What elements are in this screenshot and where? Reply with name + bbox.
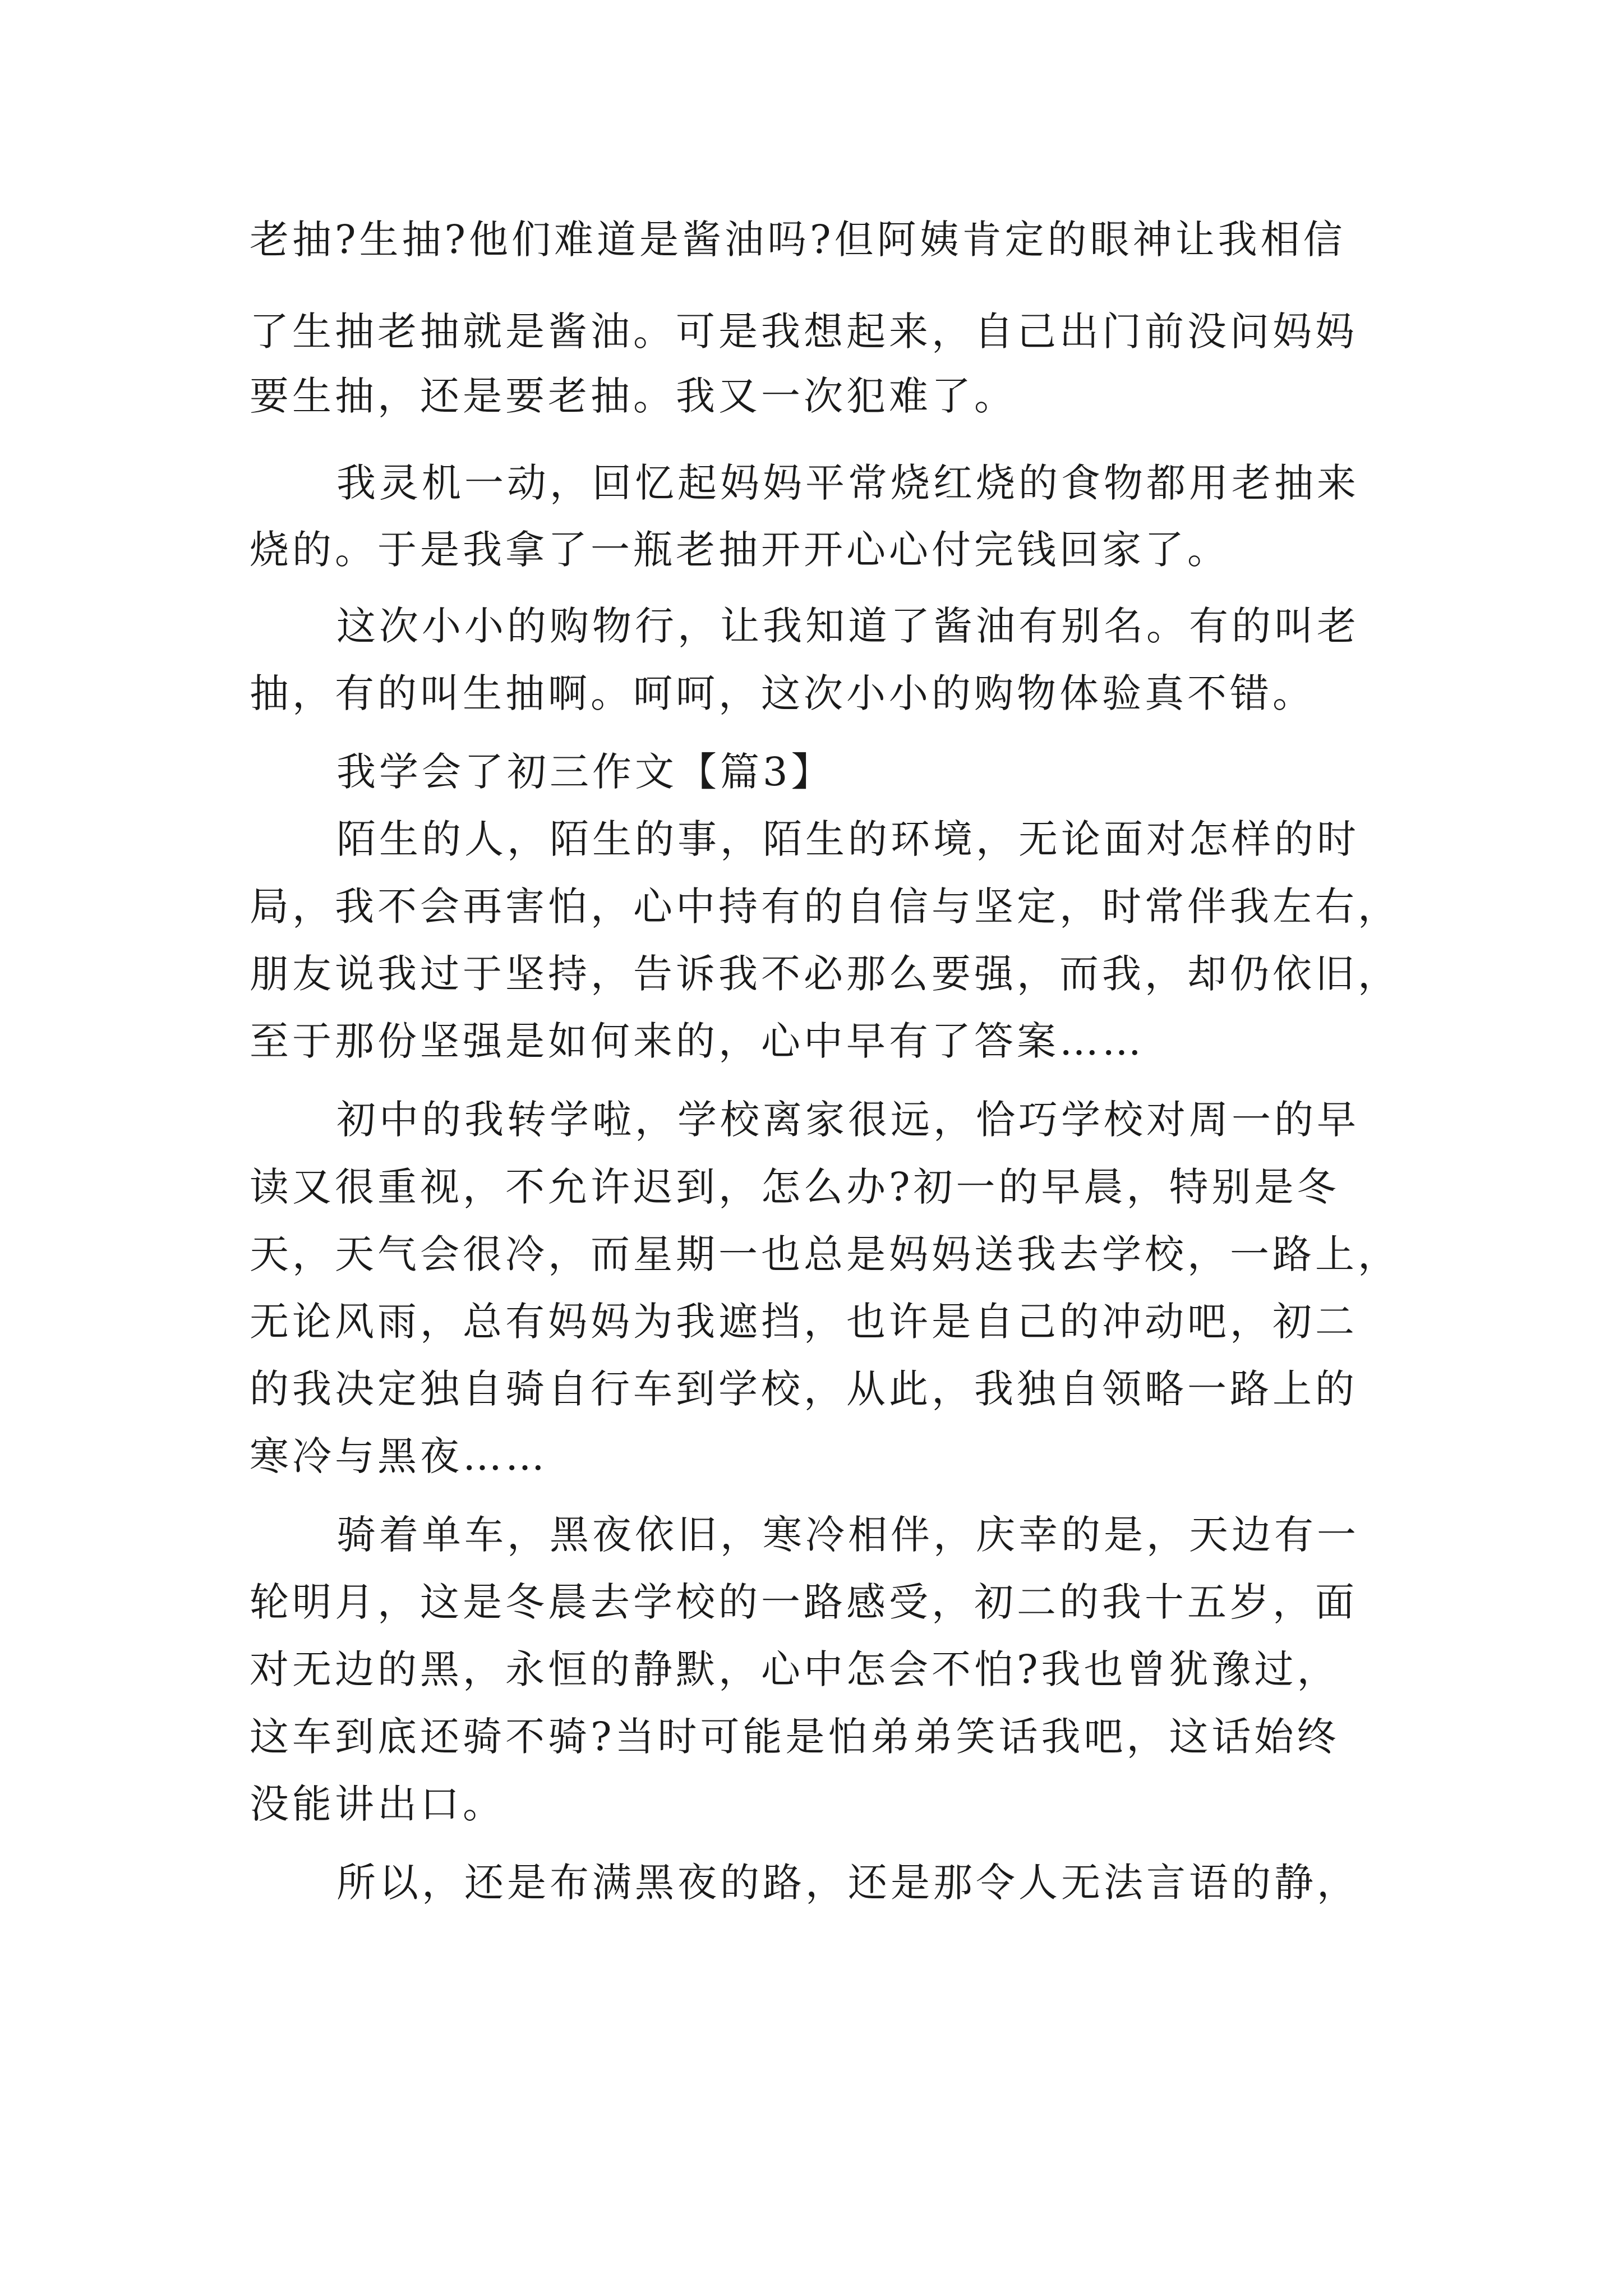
text-line: 老抽?生抽?他们难道是酱油吗?但阿姨肯定的眼神让我相信: [250, 217, 1346, 263]
text-line: 的我决定独自骑自行车到学校，从此，我独自领略一路上的: [250, 1366, 1358, 1412]
text-line: 寒冷与黑夜……: [250, 1433, 548, 1479]
text-line: 局，我不会再害怕，心中持有的自信与坚定，时常伴我左右，: [250, 884, 1400, 930]
text-line: 没能讲出口。: [250, 1781, 505, 1827]
text-line: 朋友说我过于坚持，告诉我不必那么要强，而我，却仍依旧，: [250, 951, 1400, 997]
text-line: 我灵机一动，回忆起妈妈平常烧红烧的食物都用老抽来: [336, 460, 1359, 506]
text-line: 至于那份坚强是如何来的，心中早有了答案……: [250, 1018, 1145, 1064]
text-line: 轮明月，这是冬晨去学校的一路感受，初二的我十五岁，面: [250, 1579, 1358, 1625]
text-line: 要生抽，还是要老抽。我又一次犯难了。: [250, 373, 1017, 419]
text-line: 骑着单车，黑夜依旧，寒冷相伴，庆幸的是，天边有一: [336, 1512, 1359, 1558]
text-line: 所以，还是布满黑夜的路，还是那令人无法言语的静，: [336, 1860, 1359, 1906]
text-line: 这车到底还骑不骑?当时可能是怕弟弟笑话我吧，这话始终: [250, 1714, 1340, 1760]
text-line: 烧的。于是我拿了一瓶老抽开开心心付完钱回家了。: [250, 527, 1230, 573]
text-line: 我学会了初三作文【篇3】: [336, 749, 834, 795]
text-line: 抽，有的叫生抽啊。呵呵，这次小小的购物体验真不错。: [250, 670, 1315, 716]
text-line: 陌生的人，陌生的事，陌生的环境，无论面对怎样的时: [336, 816, 1359, 862]
text-line: 了生抽老抽就是酱油。可是我想起来，自己出门前没问妈妈: [250, 309, 1358, 355]
text-line: 对无边的黑，永恒的静默，心中怎会不怕?我也曾犹豫过，: [250, 1646, 1340, 1692]
text-line: 无论风雨，总有妈妈为我遮挡，也许是自己的冲动吧，初二: [250, 1299, 1358, 1345]
text-line: 天，天气会很冷，而星期一也总是妈妈送我去学校，一路上，: [250, 1231, 1400, 1277]
text-line: 读又很重视，不允许迟到，怎么办?初一的早晨，特别是冬: [250, 1164, 1340, 1210]
text-line: 初中的我转学啦，学校离家很远，恰巧学校对周一的早: [336, 1097, 1359, 1143]
text-line: 这次小小的购物行，让我知道了酱油有别名。有的叫老: [336, 603, 1359, 649]
